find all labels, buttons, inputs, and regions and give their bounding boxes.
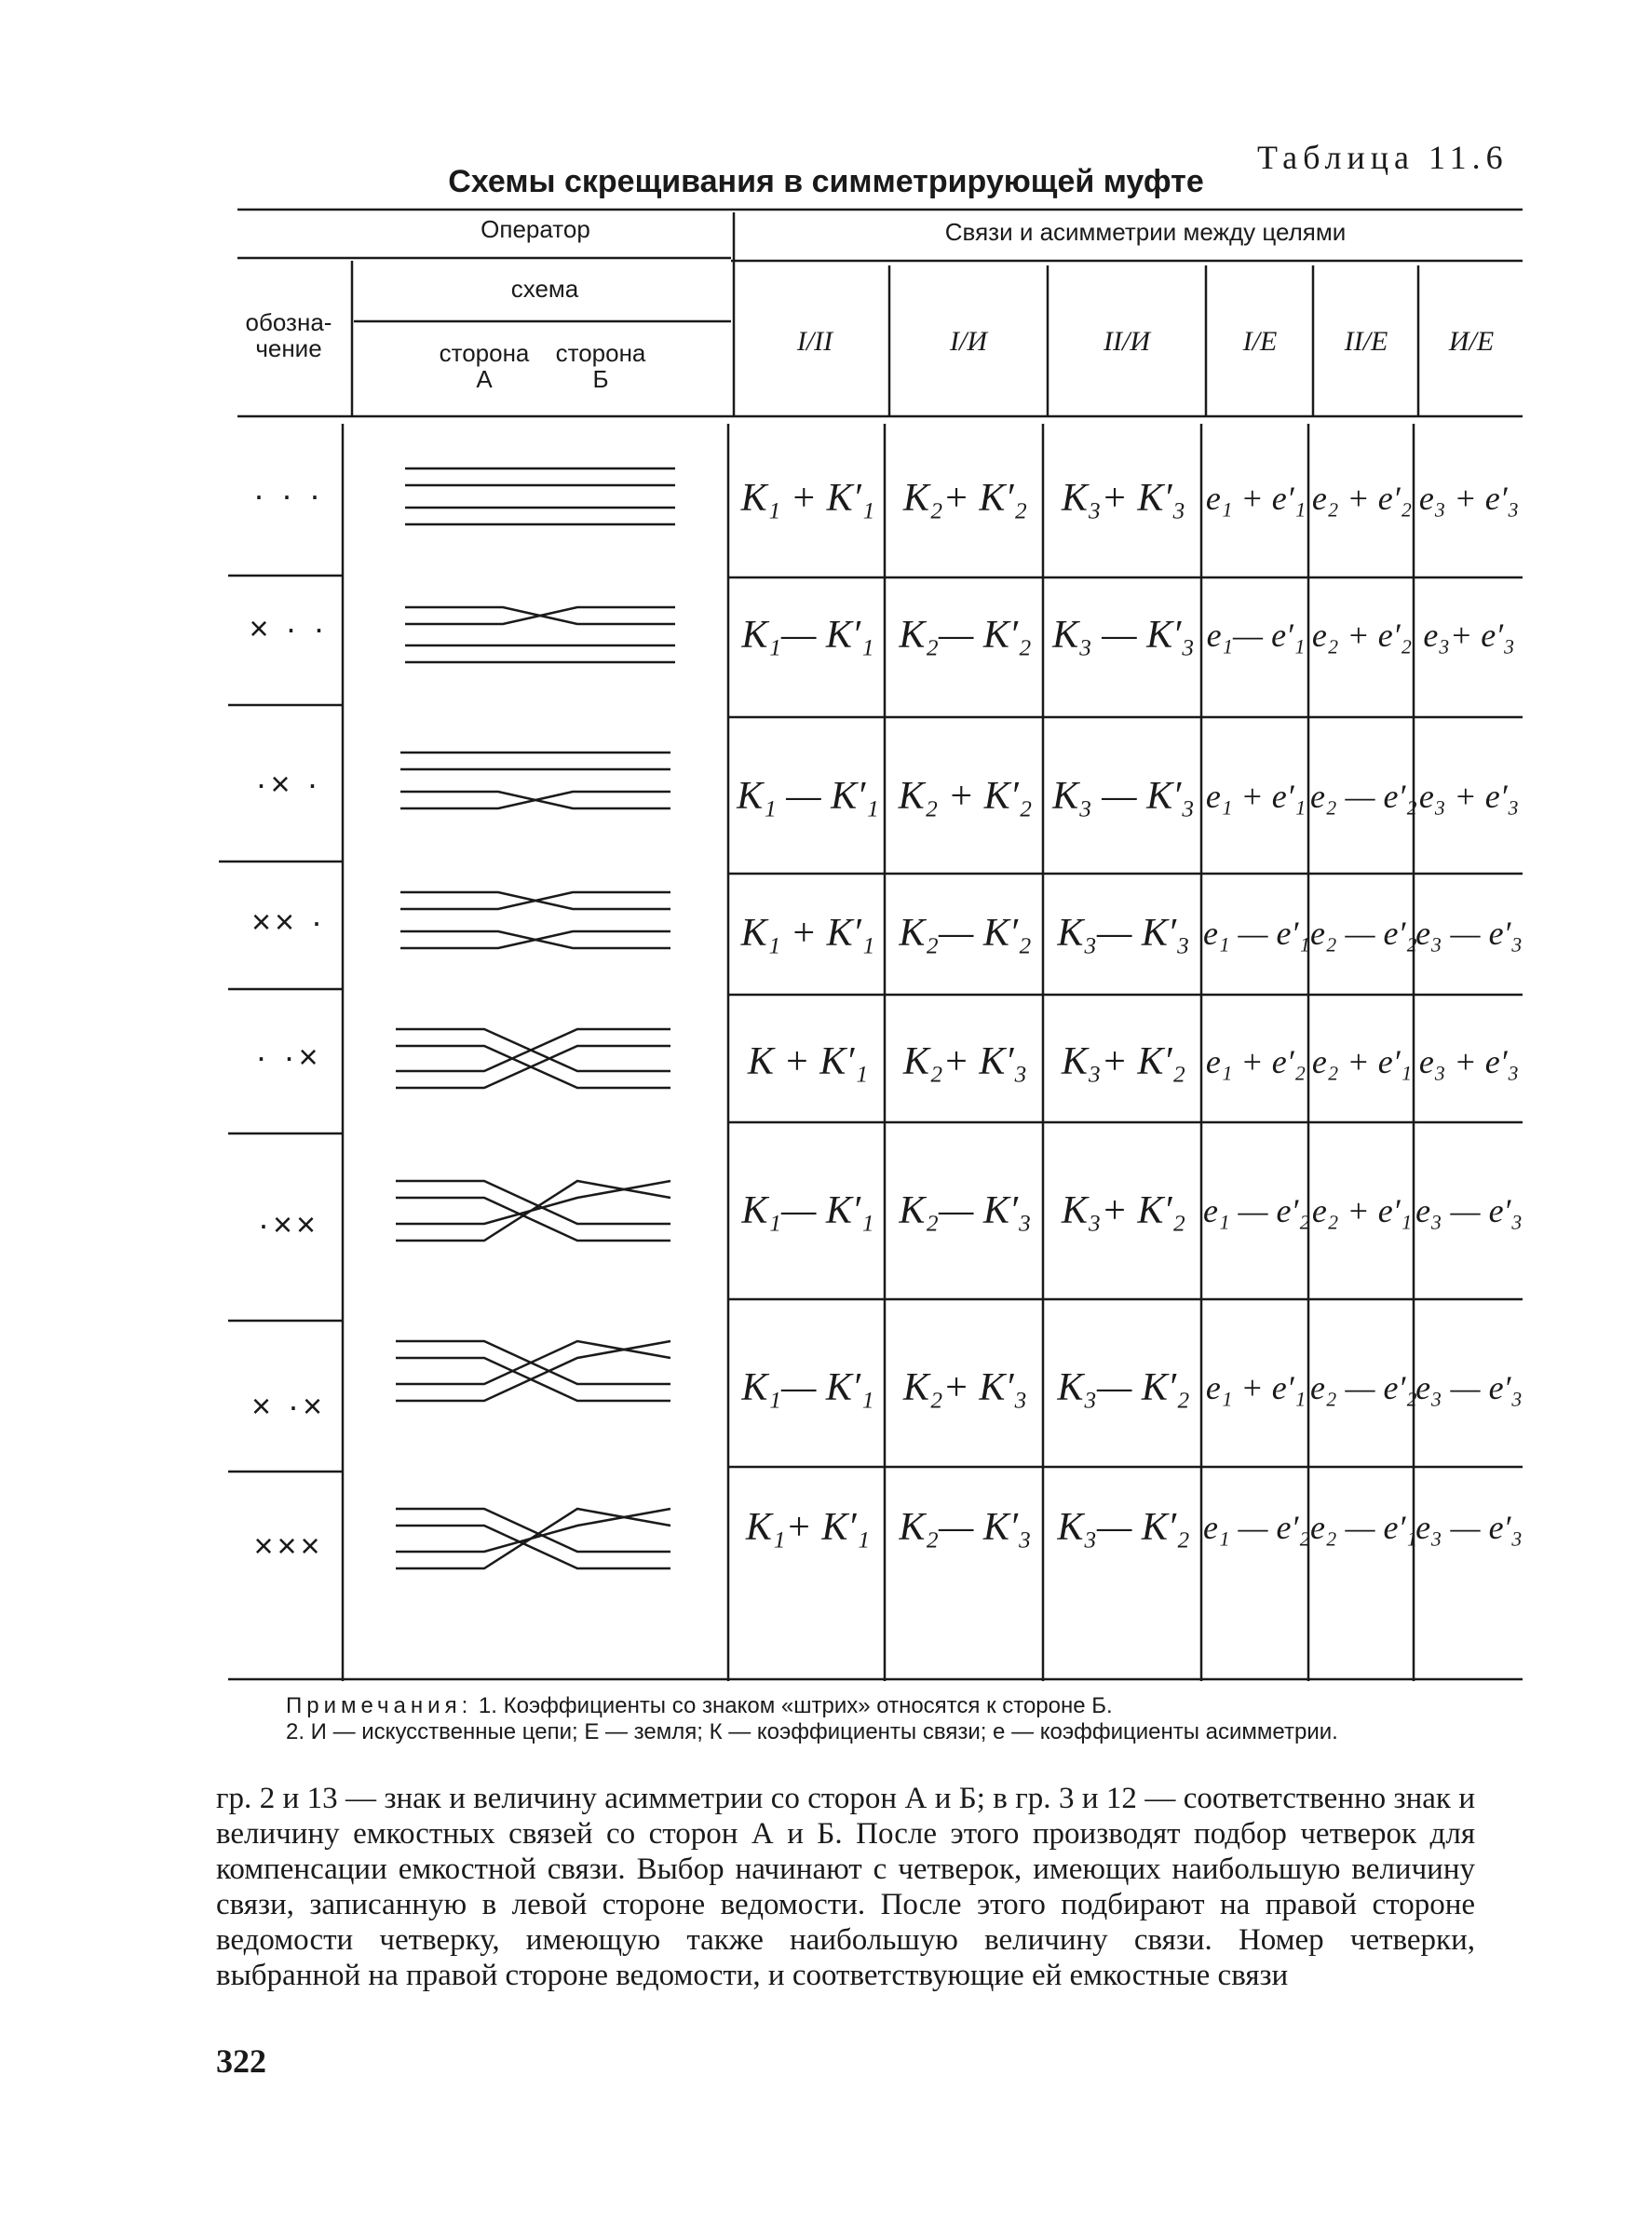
row-designation: × ·×	[251, 1387, 327, 1425]
scheme-row-8	[396, 1509, 670, 1568]
table-cell: K₁+ K′₁	[745, 1506, 871, 1549]
table-cell: e₁ + e′₂	[1205, 1043, 1307, 1080]
table-cell: e₂ — e′₂	[1310, 1369, 1417, 1406]
header-side-b: сторона Б	[555, 339, 646, 393]
table-cell: K₁ — K′₁	[737, 775, 879, 818]
row-designation: ·× ·	[255, 765, 322, 803]
scheme-row-7	[396, 1341, 670, 1401]
table-number-label: Таблица 11.6	[1257, 139, 1509, 176]
table-cell: K₃ — K′₃	[1052, 614, 1195, 657]
row-designation: · ·×	[255, 1038, 322, 1076]
note-2: 2. И — искусственные цепи; Е — земля; К — коэффициенты связи; е — коэффициенты асимметрии.	[286, 1719, 1338, 1744]
row-designation: · · ·	[253, 476, 324, 514]
table-cell: K₃— K′₃	[1057, 912, 1190, 955]
page-number: 322	[216, 2042, 266, 2080]
table-cell: K₁ + K′₁	[740, 912, 875, 955]
table-cell: K₁— K′₁	[741, 614, 874, 657]
table-cell: e₁ — e′₂	[1203, 1192, 1310, 1229]
column-header-2: I/И	[950, 326, 987, 357]
table-cell: K₂— K′₃	[899, 1506, 1032, 1549]
table-cell: e₁ + e′₁	[1205, 480, 1307, 517]
scheme-row-4	[400, 892, 670, 948]
table-cell: K + K′₁	[747, 1040, 869, 1083]
table-cell: K₃— K′₂	[1057, 1366, 1190, 1409]
scheme-row-5	[396, 1029, 670, 1088]
table-cell: K₁ + K′₁	[740, 477, 875, 520]
table-cell: K₃+ K′₂	[1061, 1040, 1186, 1083]
row-designation: × · ·	[249, 609, 329, 647]
table-cell: e₃ + e′₃	[1418, 1043, 1520, 1080]
scheme-row-6	[396, 1181, 670, 1241]
table-cell: K₂— K′₂	[899, 912, 1032, 955]
note-1: 1. Коэффициенты со знаком «штрих» относятся к стороне Б.	[478, 1693, 1113, 1718]
table-cell: e₂ — e′₁	[1310, 1509, 1417, 1546]
table-cell: K₃+ K′₂	[1061, 1189, 1186, 1232]
table-cell: K₁— K′₁	[741, 1189, 874, 1232]
table-cell: K₃ — K′₃	[1052, 775, 1195, 818]
header-operator: Оператор	[481, 215, 590, 243]
table-cell: e₃ + e′₃	[1418, 778, 1520, 815]
row-designation: ·××	[257, 1205, 320, 1243]
scheme-row-2	[405, 607, 675, 662]
table-cell: e₁ + e′₁	[1205, 778, 1307, 815]
table-cell: e₃ + e′₃	[1418, 480, 1520, 517]
table-cell: e₃ — e′₃	[1415, 915, 1523, 952]
table-notes	[216, 1693, 1473, 1745]
header-links: Связи и асимметрии между целями	[944, 218, 1347, 246]
row-designation: ×××	[253, 1527, 324, 1565]
row-designation: ×× ·	[251, 902, 327, 941]
table-cell: e₂ + e′₁	[1311, 1043, 1413, 1080]
table-cell: e₁— e′₁	[1206, 617, 1306, 654]
column-header-3: II/И	[1104, 326, 1150, 357]
table-cell: e₂ + e′₁	[1311, 1192, 1413, 1229]
table-cell: e₁ — e′₂	[1203, 1509, 1310, 1546]
column-header-6: И/E	[1448, 326, 1495, 357]
body-paragraph: гр. 2 и 13 — знак и величину асимметрии со сторон А и Б; в гр. 3 и 12 — соответственно знак и величину емкостных связей со сторон А и Б. После этого производят подбор четверок для компенсации емкостной связи. Выбор начинают с четверок, имеющих наибольшую величину связи, записанную в левой стороне ведомости. После этого подбирают на правой стороне ведомости четверку, имеющую также наибольшую величину связи. Номер четверки, выбранной на правой стороне ведомости, и соответствующие ей емкостные связи	[216, 1782, 1475, 1992]
table-cell: K₂+ K′₂	[902, 477, 1028, 520]
column-header-5: II/E	[1344, 326, 1388, 357]
notes-label: Примечания:	[286, 1693, 473, 1718]
table-title: Схемы скрещивания в симметрирующей муфте	[448, 164, 1204, 199]
table-cell: e₂ + e′₂	[1311, 480, 1413, 517]
table-cell: K₃— K′₂	[1057, 1506, 1190, 1549]
table-cell: K₃+ K′₃	[1061, 477, 1186, 520]
header-side-a: сторона А	[439, 339, 530, 393]
column-header-4: I/E	[1242, 326, 1278, 357]
table-cell: e₁ + e′₁	[1205, 1369, 1307, 1406]
scheme-row-1	[405, 468, 675, 524]
header-designation: обозна- чение	[245, 308, 332, 362]
table-cell: K₁— K′₁	[741, 1366, 874, 1409]
table-cell: K₂— K′₂	[899, 614, 1032, 657]
table-cell: e₃ — e′₃	[1415, 1509, 1523, 1546]
table-cell: e₂ — e′₂	[1310, 915, 1417, 952]
header-scheme: схема	[510, 275, 579, 303]
table-cell: K₂— K′₃	[899, 1189, 1032, 1232]
column-header-1: I/II	[796, 326, 833, 357]
table-cell: e₂ — e′₂	[1310, 778, 1417, 815]
table-cell: e₃ — e′₃	[1415, 1192, 1523, 1229]
table-cell: e₃+ e′₃	[1423, 617, 1515, 654]
table-cell: K₂+ K′₃	[902, 1366, 1028, 1409]
scheme-row-3	[400, 753, 670, 808]
table-cell: K₂+ K′₃	[902, 1040, 1028, 1083]
table-cell: e₃ — e′₃	[1415, 1369, 1523, 1406]
table-cell: e₁ — e′₁	[1203, 915, 1310, 952]
table-cell: e₂ + e′₂	[1311, 617, 1413, 654]
table-cell: K₂ + K′₂	[898, 775, 1033, 818]
